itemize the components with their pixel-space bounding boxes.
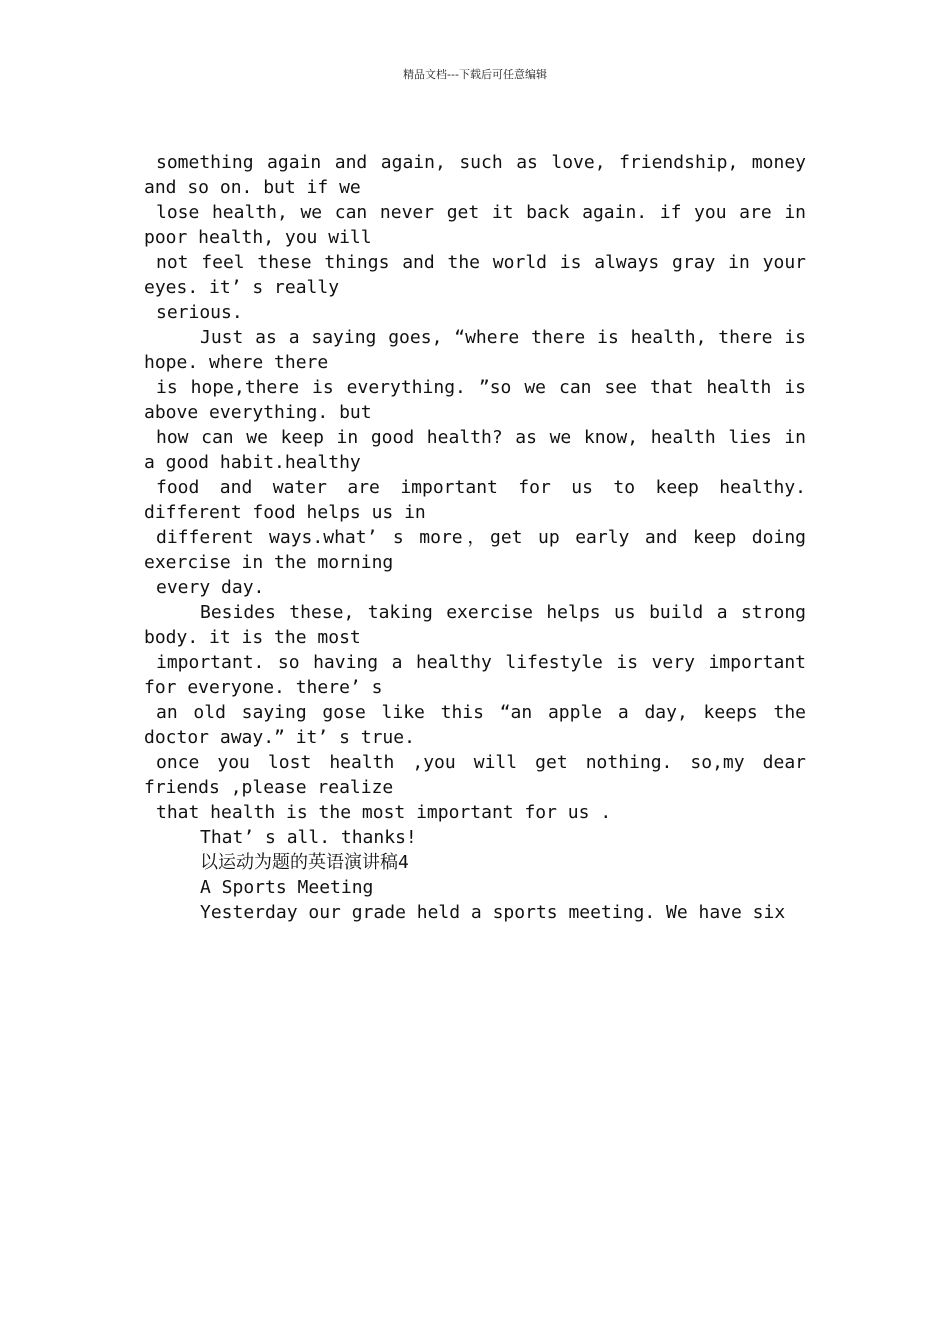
paragraph: Just as a saying goes, “where there is health, there is hope. where there: [144, 327, 806, 373]
paragraph: not feel these things and the world is always gray in your eyes. it’ s really: [144, 252, 806, 298]
paragraph: that health is the most important for us .: [156, 802, 612, 823]
paragraph: different ways.what’ s more，get up early and keep doing exercise in the morning: [144, 527, 806, 573]
paragraph: an old saying gose like this “an apple a day, keeps the doctor away.” it’ s true.: [144, 702, 806, 748]
paragraph: something again and again, such as love, friendship, money and so on. but if we: [144, 152, 806, 198]
paragraph: important. so having a healthy lifestyle is very important for everyone. there’ s: [144, 652, 806, 698]
section-heading: 以运动为题的英语演讲稿4: [200, 852, 409, 873]
paragraph: food and water are important for us to keep healthy. different food helps us in: [144, 477, 806, 523]
paragraph: Besides these, taking exercise helps us build a strong body. it is the most: [144, 602, 806, 648]
paragraph: serious.: [156, 302, 243, 323]
paragraph: is hope,there is everything. ”so we can see that health is above everything. but: [144, 377, 806, 423]
paragraph: That’ s all. thanks!: [200, 827, 417, 848]
paragraph: every day.: [156, 577, 265, 598]
paragraph: how can we keep in good health? as we know, health lies in a good habit.healthy: [144, 427, 806, 473]
page-header: 精品文档---下载后可任意编辑: [403, 68, 547, 81]
essay-title: A Sports Meeting: [200, 877, 374, 898]
paragraph: once you lost health ,you will get nothing. so,my dear friends ,please realize: [144, 752, 806, 798]
paragraph: Yesterday our grade held a sports meeting. We have six: [200, 902, 786, 923]
paragraph: lose health, we can never get it back again. if you are in poor health, you will: [144, 202, 806, 248]
document-body: [144, 150, 806, 925]
